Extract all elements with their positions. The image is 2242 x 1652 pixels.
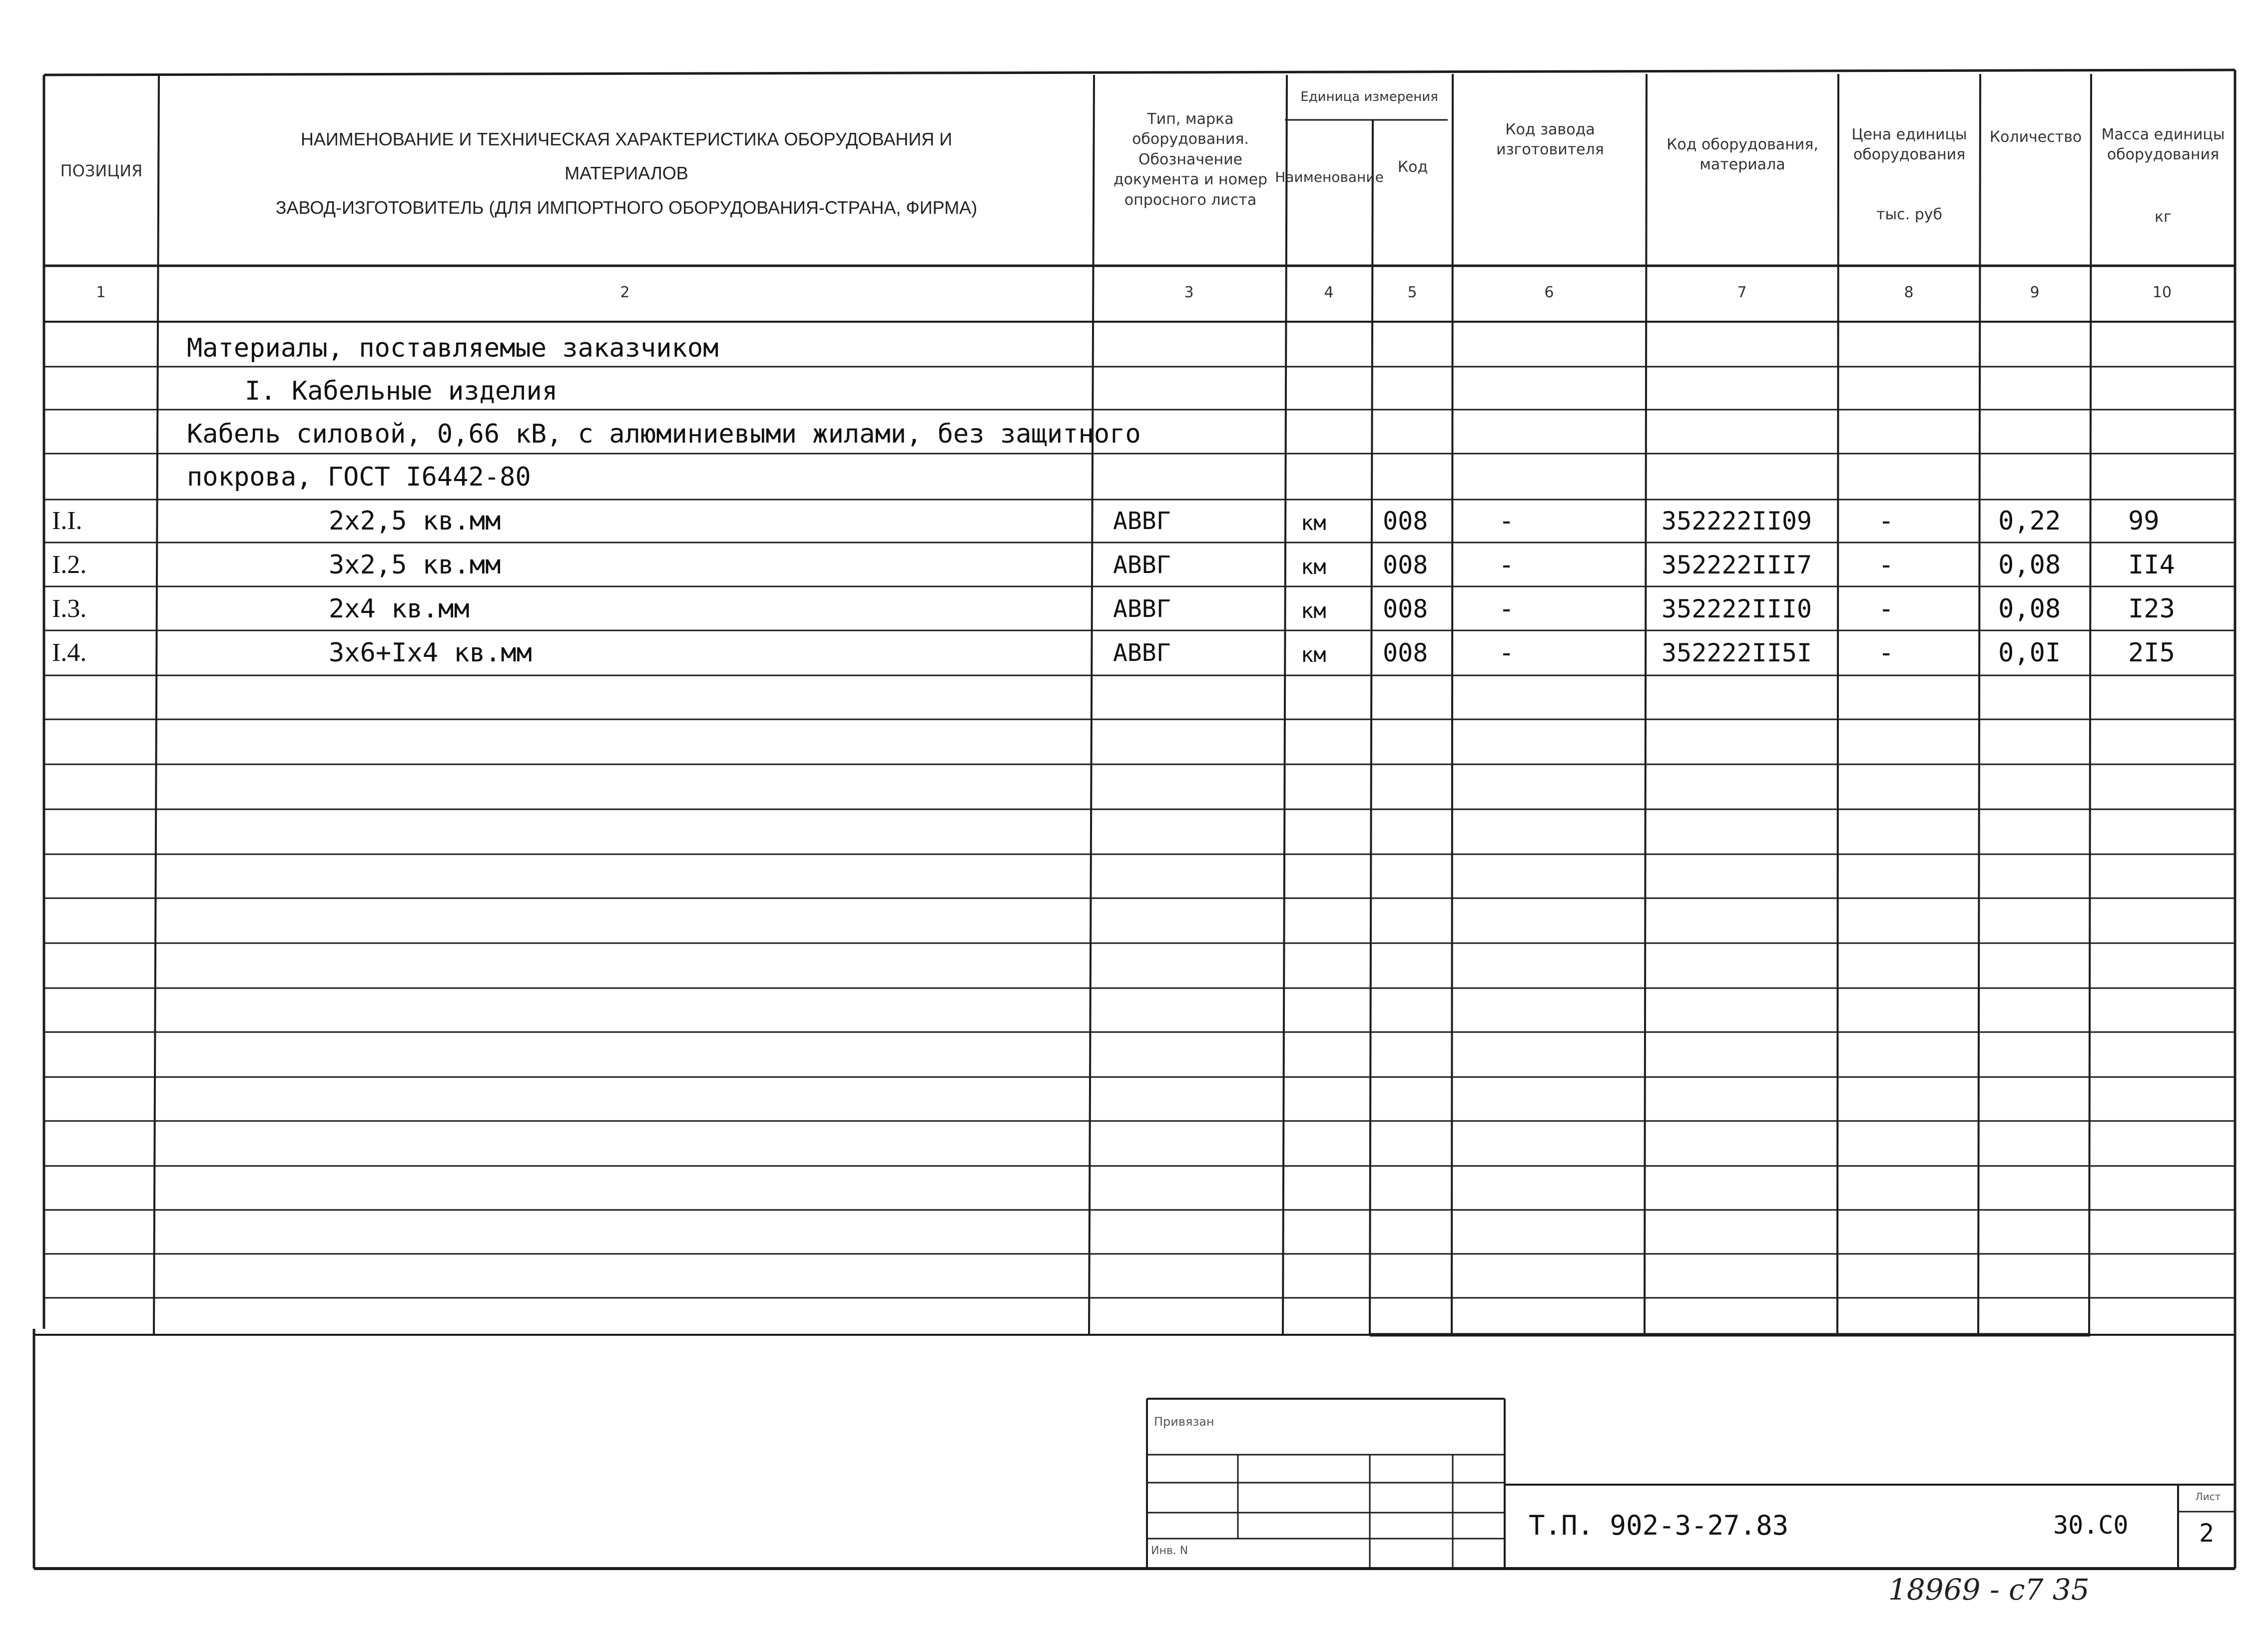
section-supplied-by-customer: Материалы, поставляемые заказчиком (187, 333, 719, 363)
header-unit-price: Цена единицы оборудования (1851, 125, 1967, 163)
header-unit-price-units: тыс. руб (1876, 205, 1943, 223)
row-material-code: 352222III7 (1662, 551, 1812, 579)
row-position: I.3. (52, 594, 87, 623)
column-number: 5 (1407, 284, 1417, 301)
row-position: I.I. (52, 507, 82, 535)
header-unit-name: Наименование (1275, 169, 1384, 186)
row-price: - (1878, 638, 1894, 668)
row-unit: км (1301, 642, 1326, 667)
header-unit-mass-units: кг (2155, 208, 2172, 226)
row-mass: II4 (2128, 550, 2175, 580)
row-item-name: 2х2,5 кв.мм (329, 506, 501, 536)
row-price: - (1878, 594, 1894, 624)
row-price: - (1878, 506, 1894, 536)
stamp-inventory-number-label: Инв. N (1151, 1545, 1188, 1557)
row-unit-code: 008 (1383, 594, 1428, 623)
section-description-line2: покрова, ГОСТ I6442-80 (187, 462, 531, 492)
table-row (0, 587, 2242, 631)
row-mass: 2I5 (2128, 638, 2175, 668)
row-type: АВВГ (1113, 595, 1171, 623)
column-number: 4 (1324, 284, 1334, 301)
column-number: 1 (96, 284, 106, 301)
row-unit: км (1301, 598, 1326, 623)
sheet-label: Лист (2195, 1491, 2221, 1503)
row-position: I.4. (52, 638, 87, 667)
section-group-title: I. Кабельные изделия (245, 376, 558, 406)
row-plant-code: - (1499, 594, 1515, 624)
row-item-name: 3х6+Iх4 кв.мм (329, 638, 532, 668)
row-type: АВВГ (1113, 551, 1171, 579)
column-number: 8 (1904, 284, 1914, 301)
archive-number: 18969 - с7 35 (1888, 1573, 2090, 1607)
column-number: 7 (1737, 284, 1747, 301)
header-unit-group: Единица измерения (1300, 89, 1438, 105)
row-mass: I23 (2128, 594, 2175, 624)
document-designation: Т.П. 902-3-27.83 (1529, 1510, 1789, 1541)
row-quantity: 0,22 (1998, 506, 2061, 536)
sheet-number: 2 (2199, 1519, 2215, 1548)
table-row (0, 544, 2242, 587)
header-position: ПОЗИЦИЯ (60, 161, 143, 180)
row-item-name: 2х4 кв.мм (329, 594, 470, 624)
row-quantity: 0,0I (1998, 638, 2061, 668)
row-price: - (1878, 550, 1894, 580)
row-material-code: 352222II5I (1662, 638, 1812, 667)
header-plant-code: Код завода изготовителя (1496, 120, 1604, 158)
column-number: 9 (2030, 284, 2040, 301)
header-name-line3: ЗАВОД-ИЗГОТОВИТЕЛЬ (ДЛЯ ИМПОРТНОГО ОБОРУДОВАНИЯ-СТРАНА, ФИРМА) (275, 197, 978, 218)
row-mass: 99 (2128, 506, 2160, 536)
row-plant-code: - (1499, 550, 1515, 580)
column-number: 10 (2152, 284, 2172, 301)
sheet-code: 30.С0 (2053, 1511, 2129, 1540)
header-name-line1: НАИМЕНОВАНИЕ И ТЕХНИЧЕСКАЯ ХАРАКТЕРИСТИКА ОБОРУДОВАНИЯ И (300, 129, 953, 149)
header-name-line2: МАТЕРИАЛОВ (564, 163, 688, 184)
header-name-block (160, 122, 1093, 247)
header-quantity: Количество (1989, 128, 2082, 146)
row-unit-code: 008 (1383, 551, 1428, 579)
header-unit-code: Код (1397, 158, 1428, 176)
row-unit-code: 008 (1383, 638, 1428, 667)
column-number: 2 (620, 284, 630, 301)
row-unit-code: 008 (1383, 507, 1428, 536)
row-plant-code: - (1499, 506, 1515, 536)
row-quantity: 0,08 (1998, 594, 2061, 624)
row-plant-code: - (1499, 638, 1515, 668)
table-row (0, 631, 2242, 675)
header-type-mark: Тип, марка оборудования. Обозначение документа и номер опросного листа (1113, 110, 1268, 209)
row-material-code: 352222III0 (1662, 594, 1812, 623)
column-number: 3 (1184, 284, 1194, 301)
row-position: I.2. (52, 551, 87, 579)
row-type: АВВГ (1113, 507, 1171, 535)
row-quantity: 0,08 (1998, 550, 2061, 580)
row-unit: км (1301, 554, 1326, 579)
row-item-name: 3х2,5 кв.мм (329, 550, 501, 580)
header-unit-mass: Масса единицы оборудования (2101, 125, 2225, 163)
row-unit: км (1301, 511, 1326, 535)
section-description-line1: Кабель силовой, 0,66 кВ, с алюминиевыми жилами, без защитного (187, 419, 1141, 449)
row-type: АВВГ (1113, 639, 1171, 667)
header-material-code: Код оборудования, материала (1667, 135, 1818, 173)
table-row (0, 500, 2242, 544)
column-number: 6 (1544, 284, 1554, 301)
stamp-applied-label: Привязан (1154, 1415, 1214, 1429)
row-material-code: 352222II09 (1662, 507, 1812, 536)
